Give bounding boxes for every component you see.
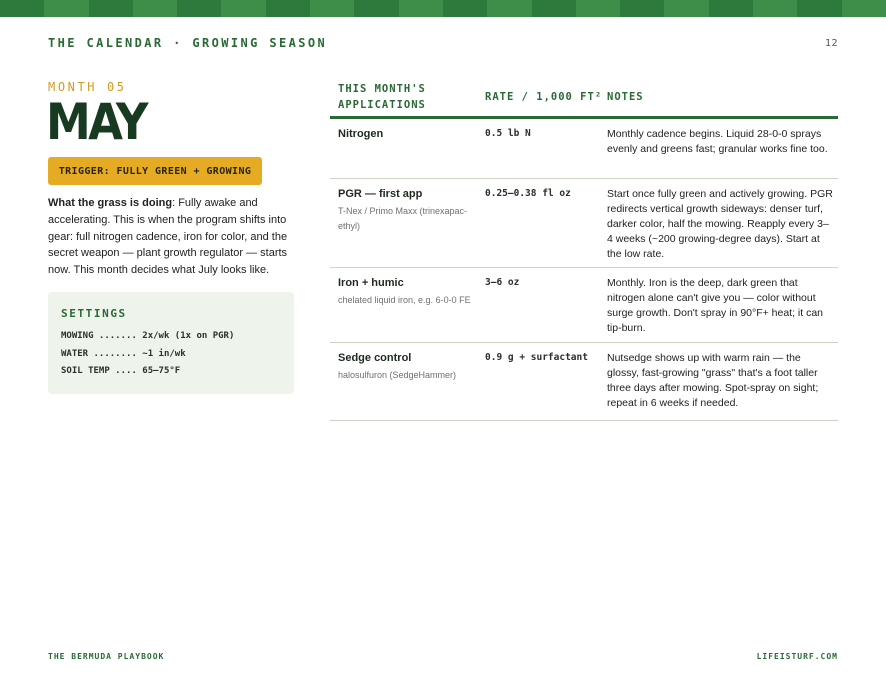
stripe-segment: [266, 0, 310, 17]
product-name: Nitrogen: [338, 128, 384, 140]
setting-water: WATER ........ ~1 in/wk: [61, 348, 186, 359]
product-subtitle: halosulfuron (SedgeHammer): [338, 370, 457, 380]
notes-cell: Nutsedge shows up with warm rain — the glossy, fast-growing "grass" that's a foot taller three days after mowing. Spot-spray on sight; repeat in 6 weeks if needed.: [607, 352, 819, 409]
stripe-segment: [797, 0, 841, 17]
rate-cell: 0.25–0.38 fl oz: [485, 188, 571, 199]
intro-body: : Fully awake and accelerating. This is when the program shifts into gear: full nitrogen cadence, iron for color, and the secret weapon — plant growth regulator — starts now. This month decides what July looks like.: [48, 197, 288, 277]
stripe-segment: [620, 0, 664, 17]
stripe-segment: [532, 0, 576, 17]
table-header: [330, 80, 838, 119]
table-row: [330, 119, 838, 179]
product-cell: [338, 127, 478, 141]
setting-mowing: MOWING ....... 2x/wk (1x on PGR): [61, 331, 235, 341]
footer-website: LIFEISTURF.COM: [756, 652, 838, 661]
product-cell: [338, 351, 478, 383]
intro-lead: What the grass is doing: [48, 197, 173, 209]
rate-cell: 0.9 g + surfactant: [485, 352, 588, 363]
page-number: 12: [824, 38, 838, 49]
notes-cell: Monthly cadence begins. Liquid 28-0-0 sprays evenly and greens fast; granular works fine too.: [607, 128, 828, 155]
stripe-segment: [842, 0, 886, 17]
top-stripe: [0, 0, 886, 17]
product-name: Iron + humic: [338, 277, 404, 289]
month-name: MAY: [46, 93, 146, 151]
stripe-segment: [177, 0, 221, 17]
stripe-segment: [89, 0, 133, 17]
header-applications-line1: THIS MONTH'S: [338, 83, 426, 95]
stripe-segment: [443, 0, 487, 17]
stripe-segment: [576, 0, 620, 17]
product-cell: [338, 276, 478, 308]
product-name: PGR — first app: [338, 188, 423, 200]
month-label: MONTH 05: [48, 80, 127, 94]
section-title: THE CALENDAR · GROWING SEASON: [48, 36, 328, 50]
intro-paragraph: [48, 195, 294, 279]
stripe-segment: [753, 0, 797, 17]
stripe-segment: [310, 0, 354, 17]
rate-cell: 0.5 lb N: [485, 128, 531, 139]
table-row: [330, 343, 838, 421]
product-cell: [338, 187, 478, 234]
stripe-segment: [399, 0, 443, 17]
footer-book-title: THE BERMUDA PLAYBOOK: [48, 652, 165, 661]
stripe-segment: [709, 0, 753, 17]
applications-table: [330, 80, 838, 421]
stripe-segment: [221, 0, 265, 17]
header-applications-line2: APPLICATIONS: [338, 98, 426, 111]
product-subtitle: T-Nex / Primo Maxx (trinexapac-ethyl): [338, 206, 468, 231]
stripe-segment: [133, 0, 177, 17]
stripe-segment: [354, 0, 398, 17]
settings-panel: [48, 292, 294, 394]
stripe-segment: [487, 0, 531, 17]
trigger-badge: TRIGGER: FULLY GREEN + GROWING: [48, 157, 262, 185]
stripe-segment: [664, 0, 708, 17]
product-subtitle: chelated liquid iron, e.g. 6-0-0 FE: [338, 295, 471, 305]
rate-cell: 3–6 oz: [485, 277, 520, 288]
stripe-segment: [44, 0, 88, 17]
notes-cell: Monthly. Iron is the deep, dark green that nitrogen alone can't give you — color without surge growth. Don't spray in 90°F+ heat; it can tip-burn.: [607, 277, 824, 334]
header-notes: NOTES: [607, 91, 644, 103]
header-rate: RATE / 1,000 FT²: [485, 91, 603, 103]
header-applications: [338, 82, 426, 113]
settings-title: SETTINGS: [61, 307, 127, 320]
notes-cell: Start once fully green and actively growing. PGR redirects vertical growth sideways: denser turf, darker color, half the mowing. Reapply every 3–4 weeks (~200 growing-degree days). Start at the low rate.: [607, 188, 833, 260]
setting-soil-temp: SOIL TEMP .... 65–75°F: [61, 366, 181, 376]
stripe-segment: [0, 0, 44, 17]
table-row: [330, 268, 838, 343]
table-row: [330, 179, 838, 268]
product-name: Sedge control: [338, 352, 412, 364]
